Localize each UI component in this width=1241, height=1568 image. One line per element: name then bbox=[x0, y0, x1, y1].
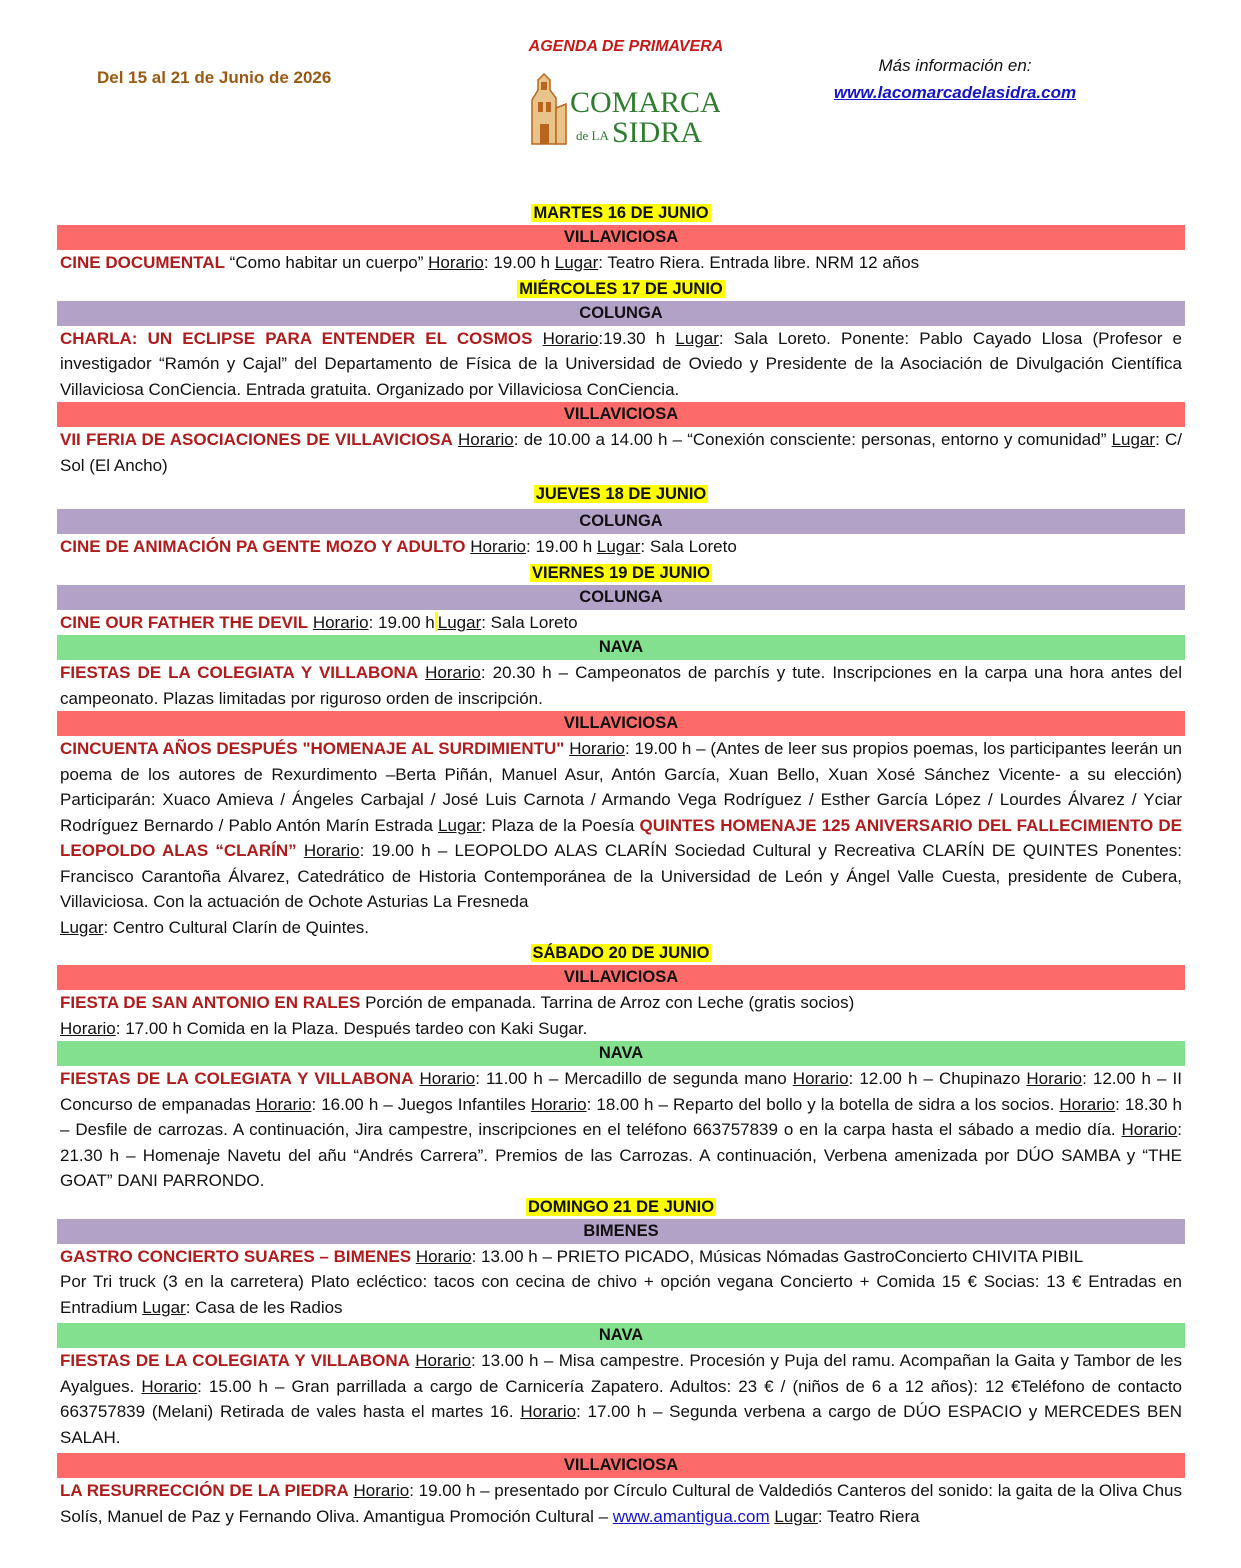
event-title: QUINTES HOMENAJE 125 ANIVERSARIO DEL FALLECIMIENTO DE LEOPOLDO ALAS “CLARÍN” bbox=[60, 815, 1182, 860]
logo-graphic bbox=[528, 68, 720, 148]
website-link[interactable]: www.lacomarcadelasidra.com bbox=[833, 83, 1077, 102]
event-entry: FIESTAS DE LA COLEGIATA Y VILLABONA Horario: 13.00 h – Misa campestre. Procesión y Puja del ramu. Acompañan la Gaita y Tambor de les Ayalgues. Horario: 15.00 h – Gran parrillada a cargo de Carnicería Zapatero. Adultos: 23 € / (niños de 6 a 12 años): 12 €Teléfono de contacto 663757839 (Melani) Retirada de vales hasta el martes 16. Horario: 17.00 h – Segunda verbena a cargo de DÚO ESPACIO y MERCEDES BEN SALAH. bbox=[60, 1351, 1182, 1447]
day-heading: MIÉRCOLES 17 DE JUNIO bbox=[519, 279, 723, 298]
day-heading: SÁBADO 20 DE JUNIO bbox=[532, 944, 710, 962]
event-entry: CHARLA: UN ECLIPSE PARA ENTENDER EL COSMOS Horario:19.30 h Lugar: Sala Loreto. Ponente: Pablo Cayado Llosa (Profesor e investigador “Ramón y Cajal” del Departamento de Física de la Universidad de Oviedo y Presidente de la Asociación de Divulgación Científica Villaviciosa ConCiencia. Entrada gratuita. Organizado por Villaviciosa ConCiencia. bbox=[60, 328, 1182, 399]
town-band-villaviciosa: VILLAVICIOSA bbox=[57, 1453, 1185, 1478]
event-entry: CINE DOCUMENTAL “Como habitar un cuerpo” Horario: 19.00 h Lugar: Teatro Riera. Entrada libre. NRM 12 años bbox=[60, 253, 920, 272]
day-heading: DOMINGO 21 DE JUNIO bbox=[527, 1197, 715, 1216]
event-entry: CINCUENTA AÑOS DESPUÉS "HOMENAJE AL SURDIMIENTU" Horario: 19.00 h – (Antes de leer sus propios poemas, los participantes leerán un poema de los autores de Rexurdimento –Berta Piñán, Manuel Asur, Antón García, Xuan Bello, Xuan Xosé Sánchez Vicente- a su elección) Participarán: Xuaco Amieva / Ángeles Carbajal / José Luis Carnota / Armando Vega Rodríguez / Esther García López / Lourdes Álvarez / Yciar Rodríguez Bernardo / Pablo Antón Marín Estrada Lugar: Plaza de la Poesía QUINTES HOMENAJE 125 ANIVERSARIO DEL FALLECIMIENTO DE LEOPOLDO ALAS “CLARÍN” Horario: 19.00 h – LEOPOLDO ALAS CLARÍN Sociedad Cultural y Recreativa CLARÍN DE QUINTES Ponentes: Francisco Carantoña Álvarez, Catedrático de Historia Contemporánea de la Universidad de León y Ángel Valle Cuesta, presidente de Cubera, Villaviciosa. Con la actuación de Ochote Asturias La Fresneda Lugar: Centro Cultural Clarín de Quintes. bbox=[60, 739, 1182, 937]
event-title: FIESTAS DE LA COLEGIATA Y VILLABONA bbox=[60, 1351, 410, 1370]
event-title: FIESTAS DE LA COLEGIATA Y VILLABONA bbox=[60, 663, 419, 682]
event-title: FIESTAS DE LA COLEGIATA Y VILLABONA bbox=[60, 1069, 414, 1088]
svg-text:COMARCA: COMARCA bbox=[570, 86, 720, 119]
event-title: VII FERIA DE ASOCIACIONES DE VILLAVICIOSA bbox=[60, 430, 453, 449]
event-title: LA RESURRECCIÓN DE LA PIEDRA bbox=[60, 1481, 349, 1500]
day-heading: JUEVES 18 DE JUNIO bbox=[535, 485, 707, 503]
town-band-colunga: COLUNGA bbox=[57, 509, 1185, 534]
event-entry: CINE OUR FATHER THE DEVIL Horario: 19.00 h Lugar: Sala Loreto bbox=[60, 612, 578, 632]
event-entry: FIESTAS DE LA COLEGIATA Y VILLABONA Horario: 11.00 h – Mercadillo de segunda mano Horario: 12.00 h – Chupinazo Horario: 12.00 h – II Concurso de empanadas Horario: 16.00 h – Juegos Infantiles Horario: 18.00 h – Reparto del bollo y la botella de sidra a los socios. Horario: 18.30 h – Desfile de carrozas. A continuación, Jira campestre, inscripciones en el teléfono 663757839 o en la carpa hasta el sábado a medio día. Horario: 21.30 h – Homenaje Navetu del añu “Andrés Carrera”. Premios de las Carrozas. A continuación, Verbena amenizada por DÚO SAMBA y “THE GOAT” DANI PARRONDO. bbox=[60, 1069, 1183, 1190]
town-band-bimenes: BIMENES bbox=[57, 1219, 1185, 1244]
event-title: CINE DOCUMENTAL bbox=[60, 253, 225, 272]
event-title: GASTRO CONCIERTO SUARES – BIMENES bbox=[60, 1246, 412, 1266]
more-info-label: Más información en: bbox=[878, 56, 1032, 75]
town-band-villaviciosa: VILLAVICIOSA bbox=[57, 225, 1185, 250]
amantigua-link[interactable]: www.amantigua.com bbox=[612, 1506, 770, 1526]
more-info bbox=[790, 56, 1120, 103]
day-heading: MARTES 16 DE JUNIO bbox=[533, 204, 709, 222]
town-band-nava: NAVA bbox=[57, 1041, 1185, 1066]
event-title: CHARLA: UN ECLIPSE PARA ENTENDER EL COSMOS bbox=[60, 328, 533, 348]
comarca-sidra-logo bbox=[528, 68, 720, 148]
event-title: FIESTA DE SAN ANTONIO EN RALES bbox=[60, 993, 361, 1012]
event-entry: LA RESURRECCIÓN DE LA PIEDRA Horario: 19.00 h – presentado por Círculo Cultural de Valdediós Canteros del sonido: la gaita de la Oliva Chus Solís, Manuel de Paz y Fernando Oliva. Amantigua Promoción Cultural – www.amantigua.com Lugar: Teatro Riera bbox=[60, 1481, 1183, 1526]
date-range: Del 15 al 21 de Junio de 2026 bbox=[97, 68, 332, 87]
agenda-title: AGENDA DE PRIMAVERA bbox=[528, 38, 724, 55]
town-band-villaviciosa: VILLAVICIOSA bbox=[57, 965, 1185, 990]
event-entry: VII FERIA DE ASOCIACIONES DE VILLAVICIOSA Horario: de 10.00 a 14.00 h – “Conexión consciente: personas, entorno y comunidad” Lugar: C/ Sol (El Ancho) bbox=[60, 430, 1182, 475]
event-title: CINE DE ANIMACIÓN PA GENTE MOZO Y ADULTO bbox=[60, 537, 466, 556]
day-heading: VIERNES 19 DE JUNIO bbox=[532, 563, 710, 582]
agenda-list bbox=[57, 200, 1185, 1529]
event-entry: FIESTAS DE LA COLEGIATA Y VILLABONA Horario: 20.30 h – Campeonatos de parchís y tute. Inscripciones en la carpa una hora antes del campeonato. Plazas limitadas por riguroso orden de inscripción. bbox=[60, 663, 1182, 708]
event-entry: GASTRO CONCIERTO SUARES – BIMENES Horario: 13.00 h – PRIETO PICADO, Músicas Nómadas GastroConcierto CHIVITA PIBIL Por Tri truck (3 en la carretera) Plato ecléctico: tacos con cecina de chivo + opción vegana Concierto + Comida 15 € Socias: 13 € Entradas en Entradium Lugar: Casa de les Radios bbox=[60, 1246, 1182, 1317]
town-band-colunga: COLUNGA bbox=[57, 301, 1185, 326]
event-title: CINCUENTA AÑOS DESPUÉS "HOMENAJE AL SURDIMIENTU" bbox=[60, 739, 565, 758]
town-band-villaviciosa: VILLAVICIOSA bbox=[57, 402, 1185, 427]
event-entry: FIESTA DE SAN ANTONIO EN RALES Porción de empanada. Tarrina de Arroz con Leche (gratis socios) Horario: 17.00 h Comida en la Plaza. Después tardeo con Kaki Sugar. bbox=[60, 993, 855, 1038]
svg-text:de LA: de LA bbox=[576, 128, 609, 143]
town-band-nava: NAVA bbox=[57, 635, 1185, 660]
event-title: CINE OUR FATHER THE DEVIL bbox=[60, 612, 309, 632]
event-entry: CINE DE ANIMACIÓN PA GENTE MOZO Y ADULTO Horario: 19.00 h Lugar: Sala Loreto bbox=[60, 537, 737, 556]
svg-text:SIDRA: SIDRA bbox=[612, 116, 703, 148]
town-band-nava: NAVA bbox=[57, 1323, 1185, 1348]
town-band-villaviciosa: VILLAVICIOSA bbox=[57, 711, 1185, 736]
town-band-colunga: COLUNGA bbox=[57, 585, 1185, 610]
